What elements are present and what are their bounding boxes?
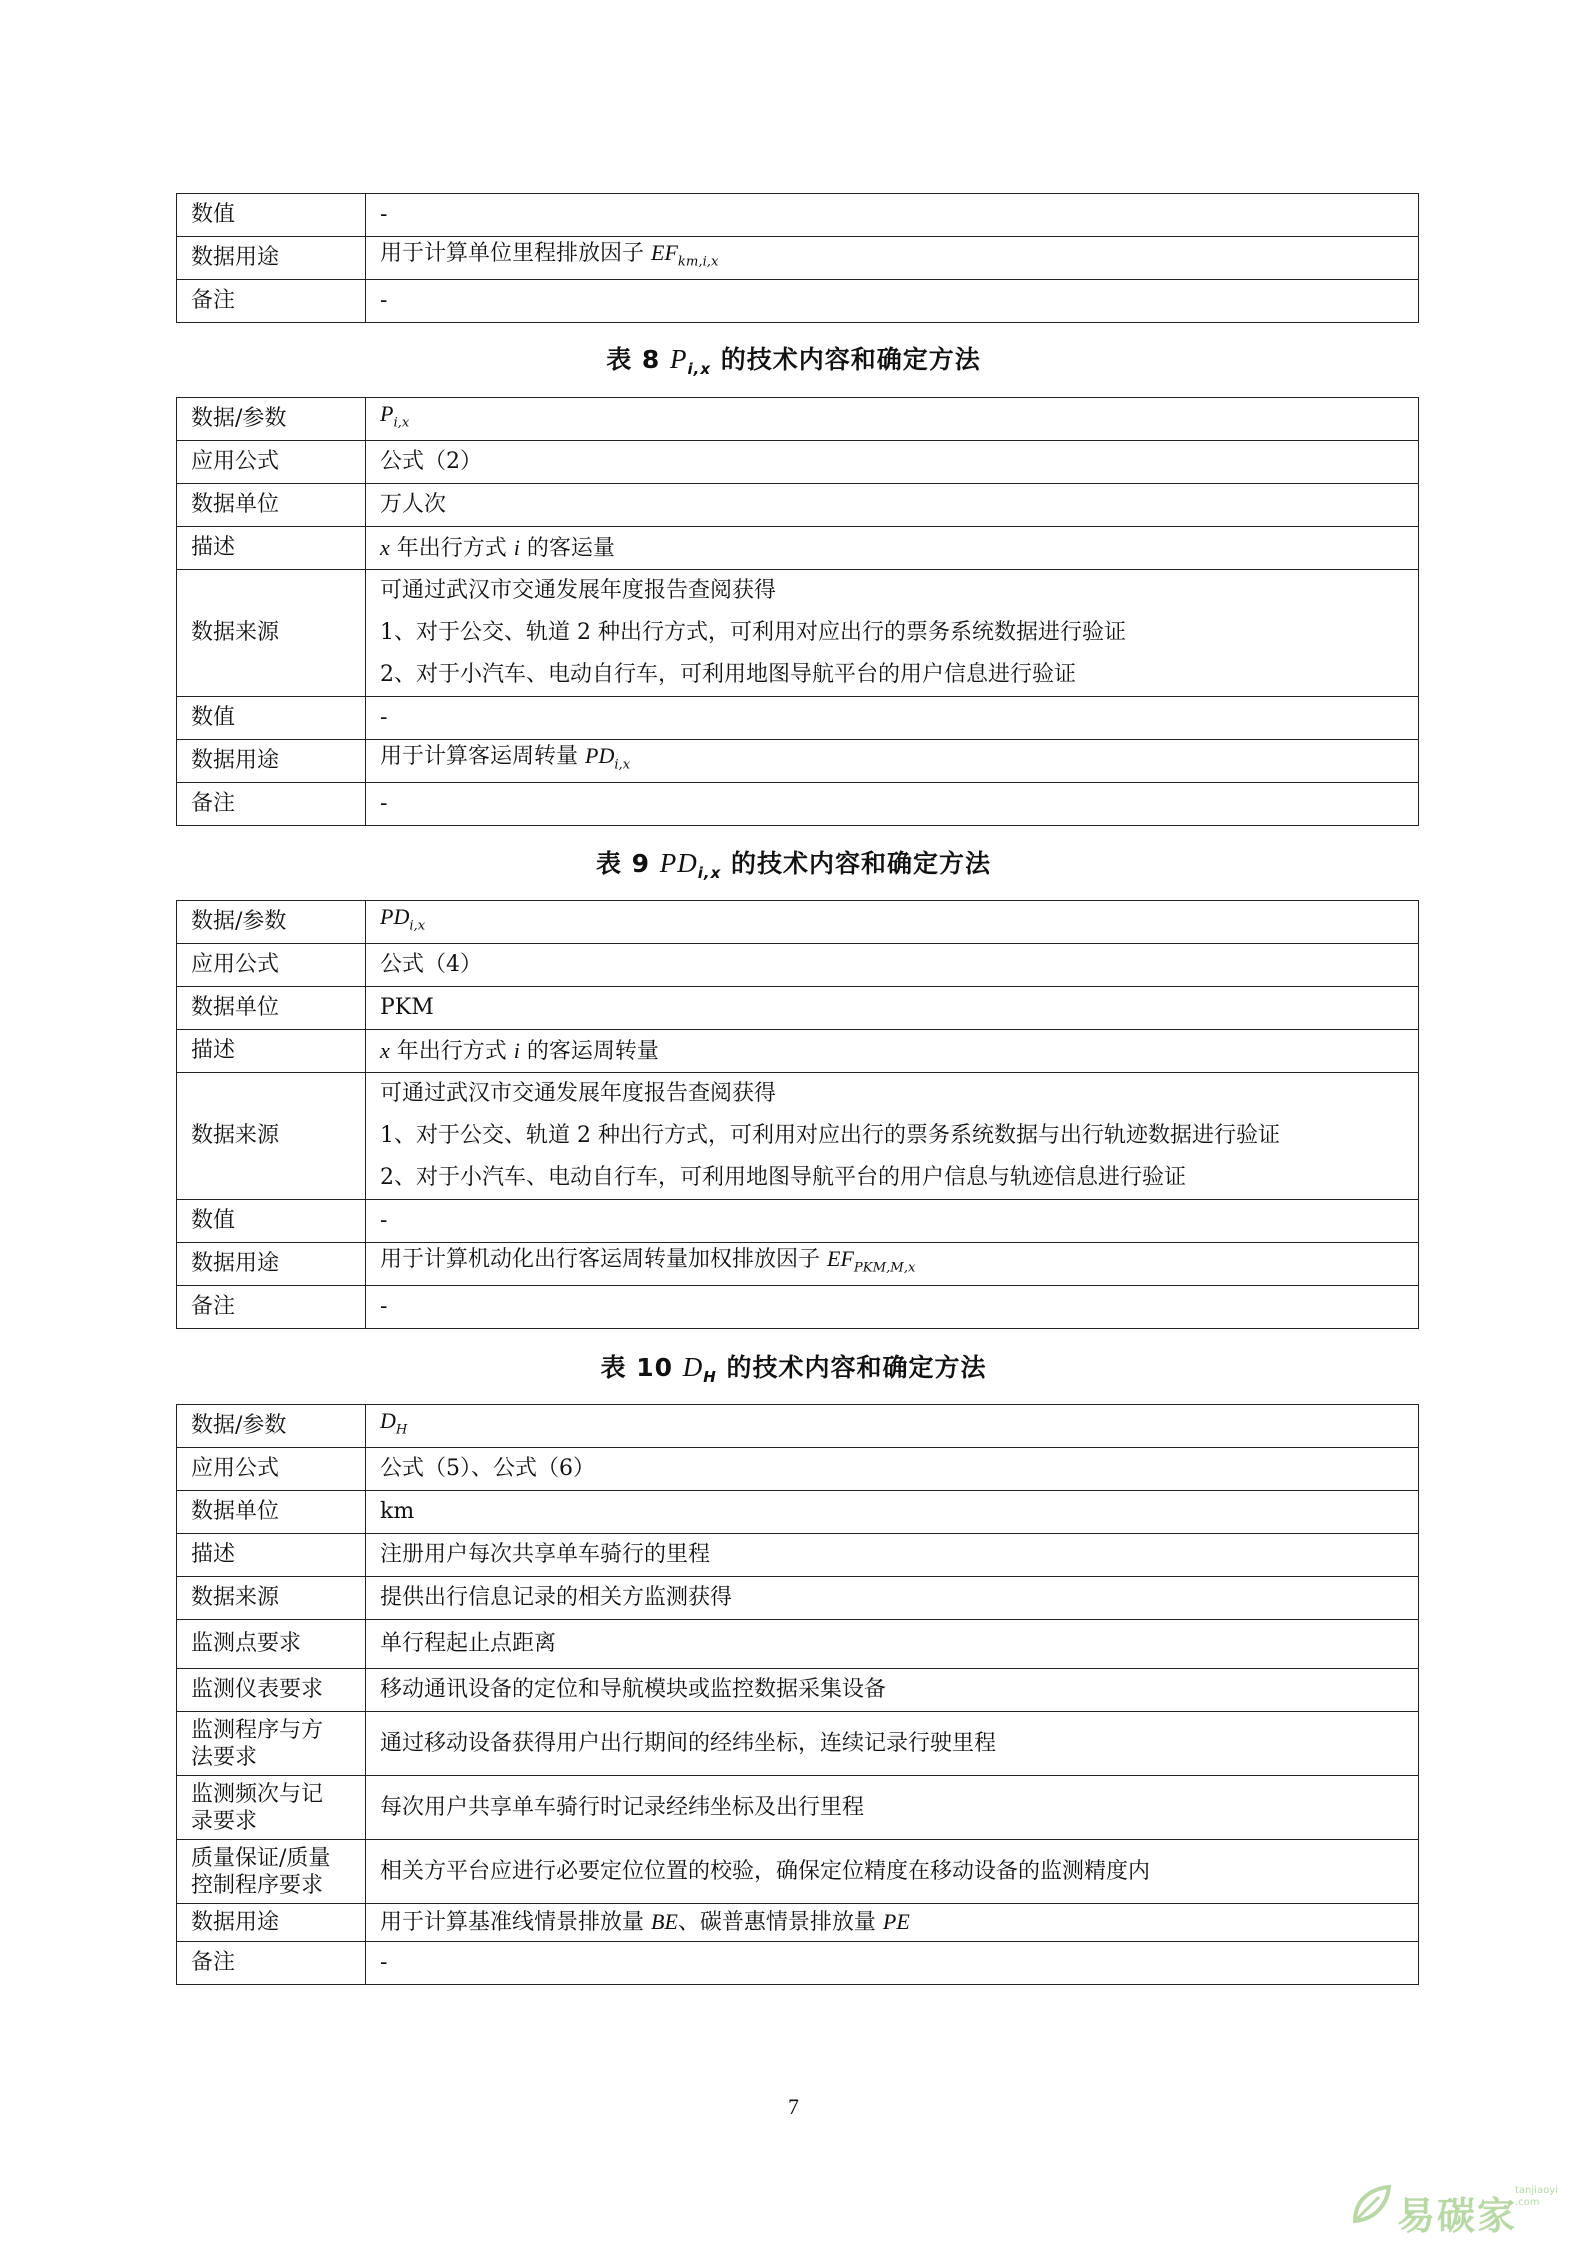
- value-text: 用于计算单位里程排放因子: [380, 241, 651, 267]
- table-row: [177, 1942, 1419, 1985]
- row-value: 万人次: [366, 484, 1419, 527]
- caption-sub: H: [703, 1368, 717, 1386]
- table-row: [177, 1030, 1419, 1073]
- table-row: [177, 1577, 1419, 1620]
- row-key: 应用公式: [177, 944, 366, 987]
- row-key: [177, 1840, 366, 1904]
- table-row: [177, 1448, 1419, 1491]
- row-key: 数值: [177, 1200, 366, 1243]
- row-key: 数据用途: [177, 1904, 366, 1942]
- row-value: -: [366, 1200, 1419, 1243]
- watermark: [1349, 2179, 1569, 2239]
- page-number: 7: [788, 2094, 799, 2119]
- value-text: 年出行方式: [389, 1038, 514, 1064]
- row-key: 数据单位: [177, 484, 366, 527]
- key-line: 监测程序与方: [191, 1717, 324, 1743]
- row-value: 提供出行信息记录的相关方监测获得: [366, 1577, 1419, 1620]
- subscript: H: [395, 1422, 408, 1438]
- symbol: P: [380, 401, 394, 427]
- caption-prefix: 表 10: [600, 1353, 683, 1382]
- table-row: [177, 1712, 1419, 1776]
- symbol: D: [380, 1408, 396, 1434]
- table-row: [177, 987, 1419, 1030]
- watermark-domain-line: tanjiaoyi: [1515, 2185, 1558, 2196]
- row-key: 数据/参数: [177, 901, 366, 944]
- caption-sub: i,x: [687, 360, 712, 378]
- table-row: [177, 484, 1419, 527]
- row-key: 数据/参数: [177, 398, 366, 441]
- table-row: [177, 1776, 1419, 1840]
- row-key: 数据单位: [177, 1491, 366, 1534]
- row-key: 数据单位: [177, 987, 366, 1030]
- row-key: 数据用途: [177, 740, 366, 783]
- row-key: 备注: [177, 280, 366, 323]
- table-row: [177, 1534, 1419, 1577]
- row-key: 数据来源: [177, 570, 366, 697]
- subscript: i,x: [409, 918, 426, 934]
- caption-suffix: 的技术内容和确定方法: [716, 1353, 987, 1382]
- source-line: 2、对于小汽车、电动自行车，可利用地图导航平台的用户信息与轨迹信息进行验证: [380, 1165, 1186, 1190]
- symbol: i: [513, 1037, 520, 1063]
- row-key: [177, 1712, 366, 1776]
- key-line: 录要求: [191, 1808, 258, 1834]
- row-key: 描述: [177, 527, 366, 570]
- watermark-domain: [1515, 2185, 1558, 2209]
- row-value: 公式（5）、公式（6）: [366, 1448, 1419, 1491]
- source-line: 2、对于小汽车、电动自行车，可利用地图导航平台的用户信息进行验证: [380, 662, 1076, 687]
- row-value: [366, 1073, 1419, 1200]
- row-value: -: [366, 1942, 1419, 1985]
- subscript: i,x: [614, 757, 631, 773]
- table-10-caption: [0, 1348, 1587, 1386]
- table-row: [177, 740, 1419, 783]
- row-key: 应用公式: [177, 441, 366, 484]
- key-line: 控制程序要求: [191, 1872, 324, 1898]
- row-key: 数值: [177, 194, 366, 237]
- table-row: [177, 1200, 1419, 1243]
- table-row: [177, 783, 1419, 826]
- table-row: [177, 1073, 1419, 1200]
- leaf-logo-icon: [1349, 2183, 1393, 2227]
- row-key: 备注: [177, 783, 366, 826]
- caption-suffix: 的技术内容和确定方法: [721, 849, 992, 878]
- row-value: [366, 527, 1419, 570]
- row-value: 单行程起止点距离: [366, 1620, 1419, 1669]
- row-key: [177, 1776, 366, 1840]
- table-row: [177, 1669, 1419, 1712]
- value-text: 的客运周转量: [519, 1038, 659, 1064]
- row-key: 数值: [177, 697, 366, 740]
- table-row: [177, 570, 1419, 697]
- row-value: -: [366, 697, 1419, 740]
- row-key: 数据来源: [177, 1073, 366, 1200]
- table-9-caption: [0, 844, 1587, 882]
- table-row: [177, 1405, 1419, 1448]
- row-value: [366, 237, 1419, 280]
- row-value: [366, 1904, 1419, 1942]
- symbol: x: [380, 1037, 390, 1063]
- row-value: [366, 1030, 1419, 1073]
- table-7-tail: [176, 193, 1419, 323]
- symbol: i: [513, 534, 520, 560]
- table-row: [177, 1286, 1419, 1329]
- table-row: [177, 237, 1419, 280]
- table-row: [177, 901, 1419, 944]
- row-key: 数据来源: [177, 1577, 366, 1620]
- table-row: [177, 944, 1419, 987]
- watermark-text: 易碳家: [1397, 2194, 1518, 2238]
- row-value: [366, 570, 1419, 697]
- caption-prefix: 表 9: [595, 849, 660, 878]
- key-line: 质量保证/质量: [191, 1845, 331, 1871]
- symbol: PD: [585, 743, 615, 769]
- row-value: 每次用户共享单车骑行时记录经纬坐标及出行里程: [366, 1776, 1419, 1840]
- watermark-domain-line: .com: [1515, 2197, 1540, 2208]
- table-9: [176, 900, 1419, 1329]
- value-text: 、碳普惠情景排放量: [677, 1910, 883, 1935]
- symbol: x: [380, 534, 390, 560]
- source-line: 可通过武汉市交通发展年度报告查阅获得: [380, 578, 777, 603]
- caption-prefix: 表 8: [606, 345, 671, 374]
- symbol: EF: [827, 1246, 854, 1272]
- table-row: [177, 1904, 1419, 1942]
- row-key: 数据用途: [177, 1243, 366, 1286]
- symbol: PE: [882, 1909, 910, 1934]
- table-row: [177, 527, 1419, 570]
- row-value: 公式（2）: [366, 441, 1419, 484]
- row-key: 监测仪表要求: [177, 1669, 366, 1712]
- table-row: [177, 1243, 1419, 1286]
- caption-symbol: PD: [659, 848, 698, 878]
- row-value: 公式（4）: [366, 944, 1419, 987]
- row-value: 注册用户每次共享单车骑行的里程: [366, 1534, 1419, 1577]
- row-value: 通过移动设备获得用户出行期间的经纬坐标，连续记录行驶里程: [366, 1712, 1419, 1776]
- row-value: PKM: [366, 987, 1419, 1030]
- row-value: [366, 398, 1419, 441]
- row-key: 备注: [177, 1286, 366, 1329]
- table-row: [177, 194, 1419, 237]
- row-value: 相关方平台应进行必要定位位置的校验，确保定位精度在移动设备的监测精度内: [366, 1840, 1419, 1904]
- row-key: 监测点要求: [177, 1620, 366, 1669]
- value-text: 用于计算基准线情景排放量: [380, 1910, 651, 1935]
- row-value: km: [366, 1491, 1419, 1534]
- table-row: [177, 441, 1419, 484]
- table-8-caption: [0, 340, 1587, 378]
- table-row: [177, 1620, 1419, 1669]
- row-value: [366, 901, 1419, 944]
- caption-suffix: 的技术内容和确定方法: [711, 345, 981, 374]
- row-value: [366, 1405, 1419, 1448]
- row-value: 移动通讯设备的定位和导航模块或监控数据采集设备: [366, 1669, 1419, 1712]
- source-line: 1、对于公交、轨道 2 种出行方式，可利用对应出行的票务系统数据进行验证: [380, 620, 1126, 645]
- table-row: [177, 697, 1419, 740]
- row-key: 描述: [177, 1030, 366, 1073]
- value-text: 年出行方式: [389, 535, 514, 561]
- symbol: PD: [380, 904, 410, 930]
- table-row: [177, 398, 1419, 441]
- source-line: 可通过武汉市交通发展年度报告查阅获得: [380, 1081, 777, 1106]
- row-value: -: [366, 1286, 1419, 1329]
- symbol: EF: [651, 240, 678, 266]
- caption-symbol: P: [670, 344, 688, 374]
- table-8: [176, 397, 1419, 826]
- subscript: PKM,M,x: [853, 1260, 916, 1276]
- row-key: 数据/参数: [177, 1405, 366, 1448]
- value-text: 用于计算机动化出行客运周转量加权排放因子: [380, 1247, 827, 1273]
- row-value: -: [366, 280, 1419, 323]
- symbol: BE: [651, 1909, 678, 1934]
- row-value: -: [366, 783, 1419, 826]
- table-row: [177, 280, 1419, 323]
- value-text: 用于计算客运周转量: [380, 744, 585, 770]
- table-row: [177, 1491, 1419, 1534]
- row-key: 备注: [177, 1942, 366, 1985]
- source-line: 1、对于公交、轨道 2 种出行方式，可利用对应出行的票务系统数据与出行轨迹数据进行验证: [380, 1123, 1280, 1148]
- key-line: 法要求: [191, 1744, 258, 1770]
- subscript: km,i,x: [677, 254, 719, 270]
- caption-sub: i,x: [697, 864, 722, 882]
- row-key: 数据用途: [177, 237, 366, 280]
- key-line: 监测频次与记: [191, 1781, 324, 1807]
- table-row: [177, 1840, 1419, 1904]
- row-key: 描述: [177, 1534, 366, 1577]
- caption-symbol: D: [682, 1352, 704, 1382]
- row-value: [366, 1243, 1419, 1286]
- row-value: -: [366, 194, 1419, 237]
- value-text: 的客运量: [519, 535, 615, 561]
- row-key: 应用公式: [177, 1448, 366, 1491]
- row-value: [366, 740, 1419, 783]
- table-10: [176, 1404, 1419, 1985]
- subscript: i,x: [393, 415, 410, 431]
